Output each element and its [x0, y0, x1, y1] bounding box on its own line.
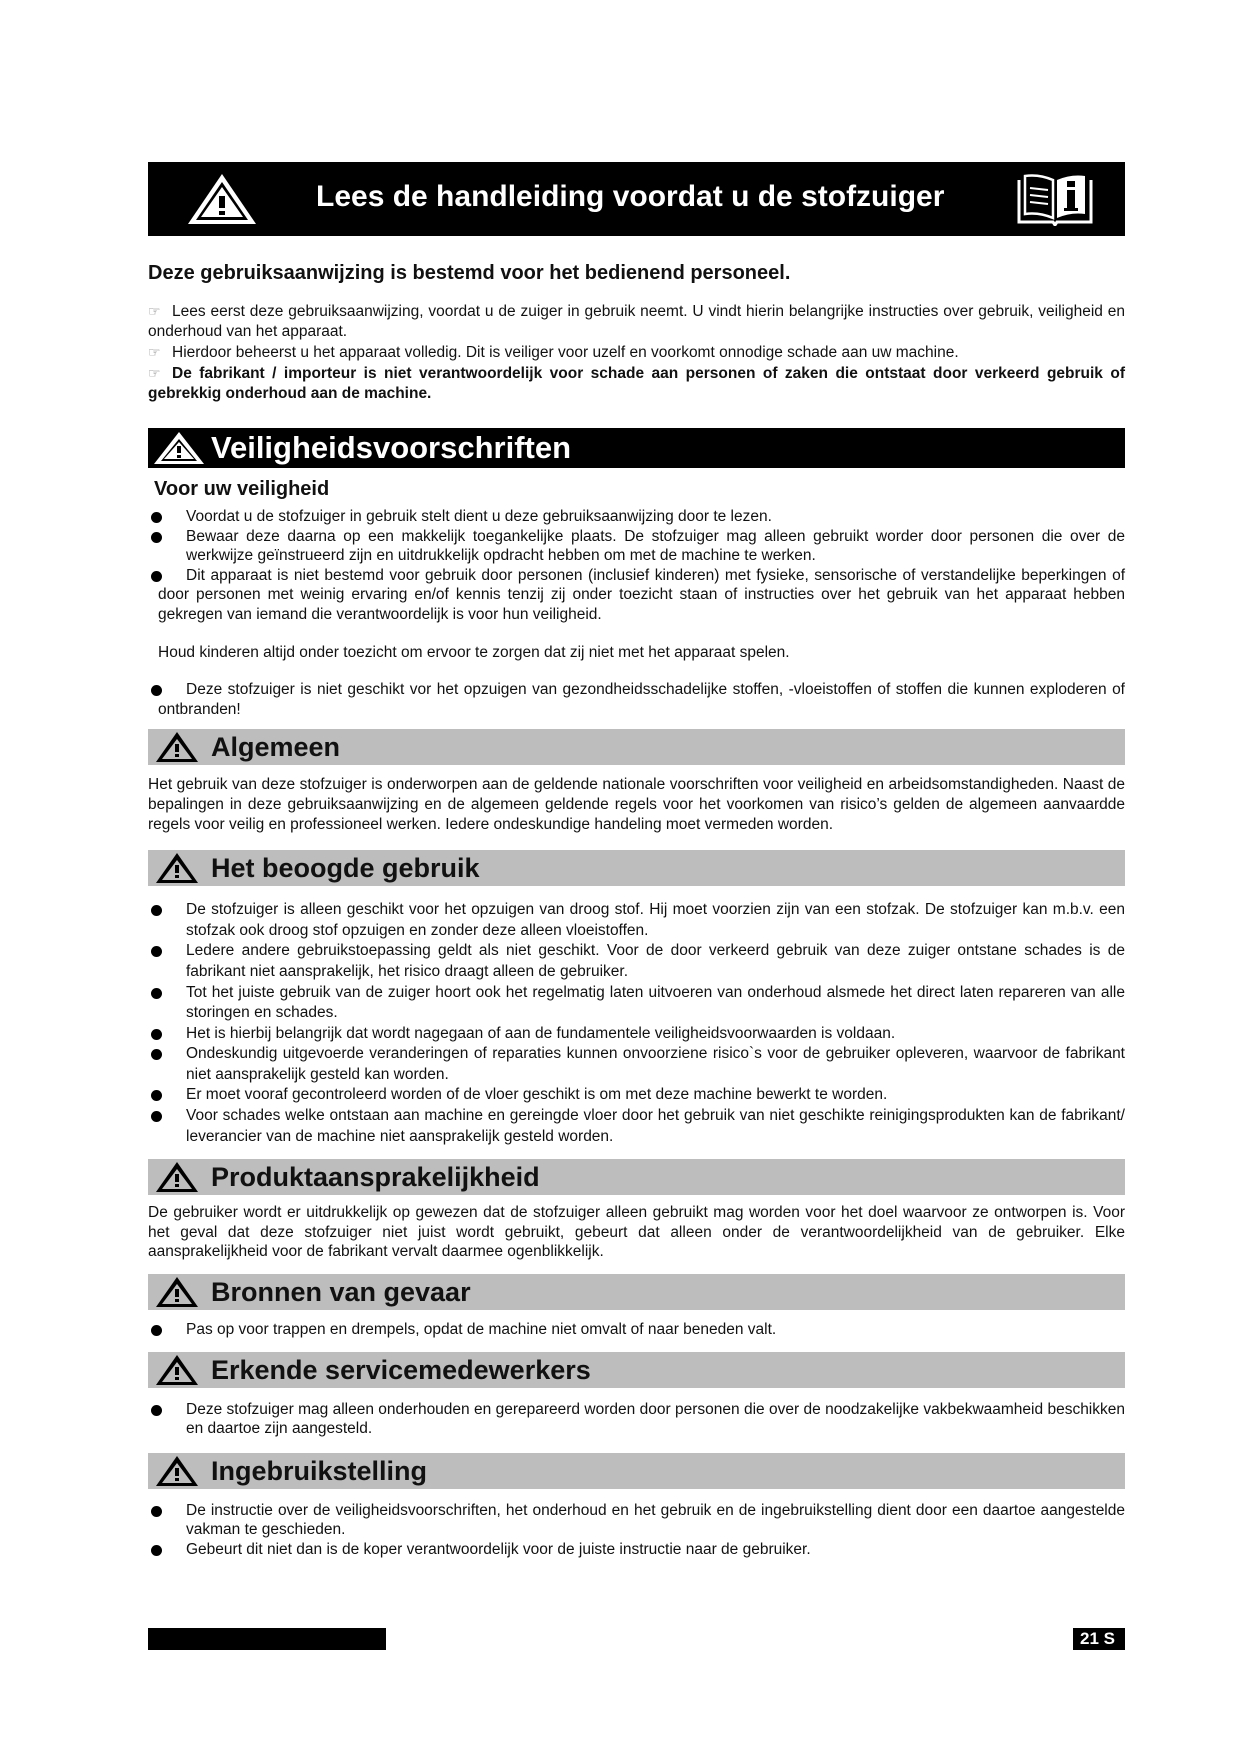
section-header-beoogde	[148, 850, 1125, 886]
list-item: De instructie over de veiligheidsvoorschriften, het onderhoud en het gebruik en de ingebruikstelling dient door een daartoe aangestelde vakman te geschieden.	[148, 1501, 1125, 1540]
bullet	[151, 1090, 162, 1101]
section-header-safety	[148, 428, 1125, 468]
bullet	[151, 988, 162, 999]
bullet	[151, 1111, 162, 1122]
bullet	[151, 1325, 162, 1336]
warning-triangle-icon	[154, 1455, 200, 1492]
bullet	[151, 1049, 162, 1060]
list-item: Deze stofzuiger mag alleen onderhouden en gerepareerd worden door personen die over de noodzakelijke vakbekwaamheid beschikken en daartoe zijn aangesteld.	[148, 1400, 1125, 1439]
intro-paragraph: ☞ Lees eerst deze gebruiksaanwijzing, voordat u de zuiger in gebruik neemt. U vindt hierin belangrijke instructies over gebruik, veiligheid en onderhoud van het apparaat.	[148, 303, 1125, 340]
bullet	[151, 532, 162, 543]
intro-block	[148, 301, 1125, 404]
header-banner	[148, 162, 1125, 236]
beoogde-list	[148, 900, 1125, 1147]
intro-paragraph: ☞ Hierdoor beheerst u het apparaat volledig. Dit is veiliger voor uzelf en voorkomt onnodige schade aan uw machine.	[148, 344, 959, 361]
safety-list-last	[148, 680, 1125, 719]
manual-info-icon	[1015, 172, 1095, 231]
header-title: Lees de handleiding voordat u de stofzuiger	[316, 180, 945, 213]
warning-triangle-icon	[154, 1354, 200, 1391]
bullet	[151, 905, 162, 916]
pointing-hand-icon: ☞	[148, 303, 161, 319]
list-item: Ondeskundig uitgevoerde veranderingen of reparaties kunnen onvoorziene risico`s voor de gebruiker opleveren, waarvoor de fabrikant niet aansprakelijk gesteld kan worden.	[148, 1044, 1125, 1085]
list-item: Er moet vooraf gecontroleerd worden of de vloer geschikt is om met deze machine bewerkt te worden.	[148, 1085, 1125, 1106]
section-title: Algemeen	[211, 732, 341, 763]
bullet	[151, 1506, 162, 1517]
intro-paragraph-bold: ☞ De fabrikant / importeur is niet verantwoordelijk voor schade aan personen of zaken die ontstaat door verkeerd gebruik of gebrekkig onderhoud aan de machine.	[148, 365, 1125, 402]
bullet	[151, 1405, 162, 1416]
section-title: Het beoogde gebruik	[211, 853, 480, 884]
subtitle: Deze gebruiksaanwijzing is bestemd voor het bedienend personeel.	[148, 262, 791, 284]
section-title: Ingebruikstelling	[211, 1455, 428, 1486]
bullet	[151, 1029, 162, 1040]
warning-triangle-icon	[154, 1161, 200, 1198]
bronnen-list	[148, 1320, 1125, 1340]
list-item: Deze stofzuiger is niet geschikt vor het opzuigen van gezondheidsschadelijke stoffen, -vloeistoffen of stoffen die kunnen exploderen of ontbranden!	[148, 680, 1125, 719]
safety-subheading: Voor uw veiligheid	[154, 478, 330, 500]
erkende-list	[148, 1400, 1125, 1439]
bullet	[151, 512, 162, 523]
produkt-text: De gebruiker wordt er uitdrukkelijk op gewezen dat de stofzuiger alleen gebruikt mag worden voor het doel waarvoor ze ontworpen is. Voor het geval dat deze stofzuiger niet juist wordt gebruikt, gebeurt dat alleen onder de verantwoordelijkheid van de gebruiker. Elke aansprakelijkheid voor de fabrikant vervalt daarmee ogenblikkelijk.	[148, 1204, 1125, 1261]
list-item: Bewaar deze daarna op een makkelijk toegankelijke plaats. De stofzuiger mag alleen gebruikt worder door personen die over de werkwijze geïnstrueerd zijn en uitdrukkelijk opdracht hebben om met de machine te werken.	[148, 527, 1125, 566]
bullet	[151, 571, 162, 582]
footer-bar	[148, 1628, 386, 1650]
list-item: Tot het juiste gebruik van de zuiger hoort ook het regelmatig laten uitvoeren van onderhoud alsmede het direct laten repareren van alle storingen en schades.	[148, 983, 1125, 1024]
bullet	[151, 1545, 162, 1556]
ingebruik-list	[148, 1501, 1125, 1560]
list-item: Gebeurt dit niet dan is de koper verantwoordelijk voor de juiste instructie naar de gebruiker.	[148, 1540, 1125, 1560]
algemeen-text: Het gebruik van deze stofzuiger is onderworpen aan de geldende nationale voorschriften voor veiligheid en arbeidsomstandigheden. Naast de bepalingen in deze gebruiksaanwijzing en de algemeen geldende regels voor het voorkomen van risico’s gelden de algemeen aanvaardde regels voor veilig en professioneel werken. Iedere ondeskundige handeling moet vermeden worden.	[148, 776, 1125, 833]
list-item: Dit apparaat is niet bestemd voor gebruik door personen (inclusief kinderen) met fysieke, sensorische of verstandelijke beperkingen of door personen met weinig ervaring en/of kennis tenzij zij onder toezicht staan of instructies over het gebruik van het apparaat hebben gekregen van iemand die verantwoordelijk is voor hun veiligheid.	[148, 566, 1125, 625]
safety-note: Houd kinderen altijd onder toezicht om ervoor te zorgen dat zij niet met het apparaat spelen.	[158, 643, 790, 661]
list-item: Voordat u de stofzuiger in gebruik stelt dient u deze gebruiksaanwijzing door te lezen.	[148, 507, 1125, 527]
list-item: De stofzuiger is alleen geschikt voor het opzuigen van droog stof. Hij moet voorzien zijn van een stofzak. De stofzuiger kan m.b.v. een stofzak ook droog stof opzuigen en zonder deze alleen vloeistoffen.	[148, 900, 1125, 941]
list-item: Ledere andere gebruikstoepassing geldt als niet geschikt. Voor de door verkeerd gebruik van deze zuiger ontstane schades is de fabrikant niet aansprakelijk, het risico draagt alleen de gebruiker.	[148, 941, 1125, 982]
warning-triangle-icon	[184, 170, 260, 233]
section-header-bronnen	[148, 1274, 1125, 1310]
warning-triangle-icon	[154, 852, 200, 889]
warning-triangle-icon	[152, 431, 206, 470]
bullet	[151, 946, 162, 957]
manual-page	[148, 162, 1125, 1560]
pointing-hand-icon: ☞	[148, 344, 161, 360]
section-header-erkende	[148, 1352, 1125, 1388]
list-item: Het is hierbij belangrijk dat wordt nagegaan of aan de fundamentele veiligheidsvoorwaarden is voldaan.	[148, 1024, 1125, 1045]
section-title: Erkende servicemedewerkers	[211, 1354, 591, 1385]
warning-triangle-icon	[154, 731, 200, 768]
list-item: Pas op voor trappen en drempels, opdat de machine niet omvalt of naar beneden valt.	[148, 1320, 1125, 1340]
section-header-algemeen	[148, 729, 1125, 765]
list-item: Voor schades welke ontstaan aan machine en gereingde vloer door het gebruik van niet geschikte reinigingsprodukten kan de fabrikant/ leverancier van de machine niet aansprakelijk gesteld worden.	[148, 1106, 1125, 1147]
section-title: Bronnen van gevaar	[211, 1277, 471, 1308]
section-title: Produktaansprakelijkheid	[211, 1162, 540, 1193]
warning-triangle-icon	[154, 1276, 200, 1313]
page-number: 21 S	[1073, 1628, 1125, 1650]
pointing-hand-icon: ☞	[148, 365, 161, 381]
section-header-produkt	[148, 1159, 1125, 1195]
section-title: Veiligheidsvoorschriften	[211, 430, 572, 465]
section-header-ingebruik	[148, 1453, 1125, 1489]
safety-list	[148, 507, 1125, 625]
